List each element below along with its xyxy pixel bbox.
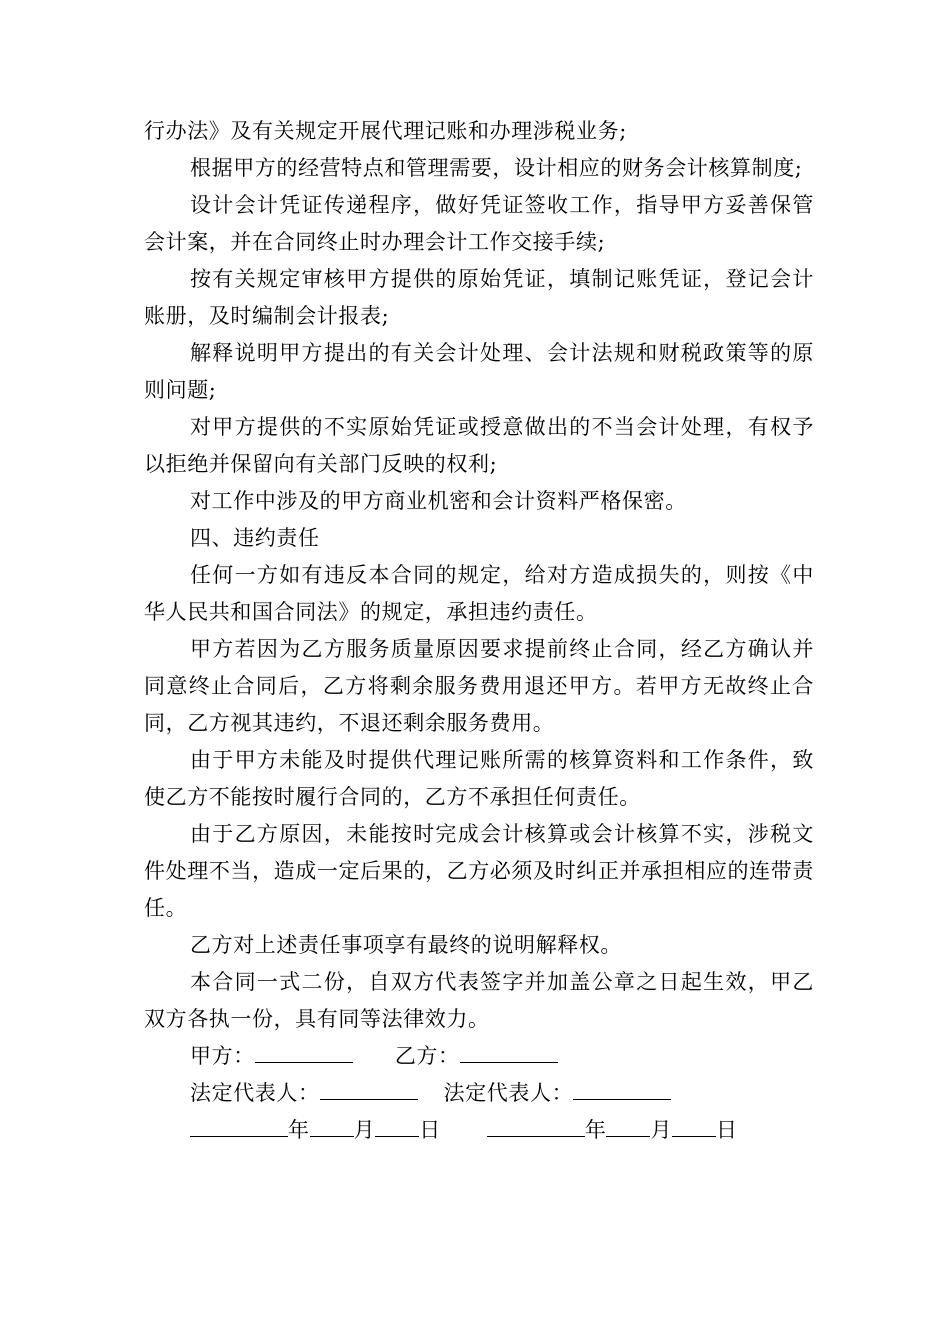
rep-a-blank <box>320 1077 418 1100</box>
contract-paragraph: 甲方若因为乙方服务质量原因要求提前终止合同，经乙方确认并同意终止合同后，乙方将剩余服务费用退还甲方。若甲方无故终止合同，乙方视其违约，不退还剩余服务费用。 <box>144 637 814 735</box>
date-a-month-label: 月 <box>353 1118 376 1142</box>
party-b-label: 乙方： <box>394 1044 460 1068</box>
date-a-year-blank <box>190 1114 288 1137</box>
date-b-month-blank <box>606 1114 650 1137</box>
contract-paragraph: 乙方对上述责任事项享有最终的说明解释权。 <box>190 933 622 957</box>
party-b-blank <box>460 1040 558 1063</box>
contract-paragraph: 对甲方提供的不实原始凭证或授意做出的不当会计处理，有权予以拒绝并保留向有关部门反映的权利; <box>144 415 814 476</box>
contract-paragraph: 本合同一式二份，自双方代表签字并加盖公章之日起生效，甲乙双方各执一份，具有同等法律效力。 <box>144 970 814 1031</box>
date-a-month-blank <box>310 1114 354 1137</box>
contract-paragraph: 解释说明甲方提出的有关会计处理、会计法规和财税政策等的原则问题; <box>144 341 814 402</box>
date-b-month-label: 月 <box>650 1118 673 1142</box>
date-b-year-blank <box>487 1114 585 1137</box>
contract-paragraph: 四、违约责任 <box>190 526 320 550</box>
contract-paragraph: 行办法》及有关规定开展代理记账和办理涉税业务; <box>144 119 627 143</box>
contract-paragraph: 根据甲方的经营特点和管理需要，设计相应的财务会计核算制度; <box>190 156 803 180</box>
rep-a-label: 法定代表人： <box>190 1081 320 1105</box>
date-line <box>144 1112 814 1149</box>
date-b-day-label: 日 <box>716 1118 738 1142</box>
rep-b-blank <box>573 1077 671 1100</box>
rep-b-label: 法定代表人： <box>443 1081 574 1105</box>
contract-paragraph: 由于乙方原因，未能按时完成会计核算或会计核算不实，涉税文件处理不当，造成一定后果的，乙方必须及时纠正并承担相应的连带责任。 <box>144 822 814 920</box>
contract-paragraph: 任何一方如有违反本合同的规定，给对方造成损失的，则按《中华人民共和国合同法》的规定，承担违约责任。 <box>144 563 814 624</box>
party-signature-line <box>144 1038 814 1075</box>
representative-signature-line <box>144 1075 814 1112</box>
date-a-year-label: 年 <box>288 1118 310 1142</box>
date-b-year-label: 年 <box>584 1118 607 1142</box>
date-a-day-label: 日 <box>419 1118 441 1142</box>
date-b-day-blank <box>672 1114 716 1137</box>
contract-paragraph: 对工作中涉及的甲方商业机密和会计资料严格保密。 <box>190 489 687 513</box>
contract-body <box>144 113 814 1038</box>
contract-paragraph: 由于甲方未能及时提供代理记账所需的核算资料和工作条件，致使乙方不能按时履行合同的，乙方不承担任何责任。 <box>144 748 814 809</box>
date-a-day-blank <box>375 1114 419 1137</box>
contract-paragraph: 设计会计凭证传递程序，做好凭证签收工作，指导甲方妥善保管会计案，并在合同终止时办理会计工作交接手续; <box>144 193 814 254</box>
contract-paragraph: 按有关规定审核甲方提供的原始凭证，填制记账凭证，登记会计账册，及时编制会计报表; <box>144 267 814 328</box>
party-a-blank <box>255 1040 353 1063</box>
party-a-label: 甲方： <box>190 1044 255 1068</box>
contract-page <box>144 113 814 1149</box>
